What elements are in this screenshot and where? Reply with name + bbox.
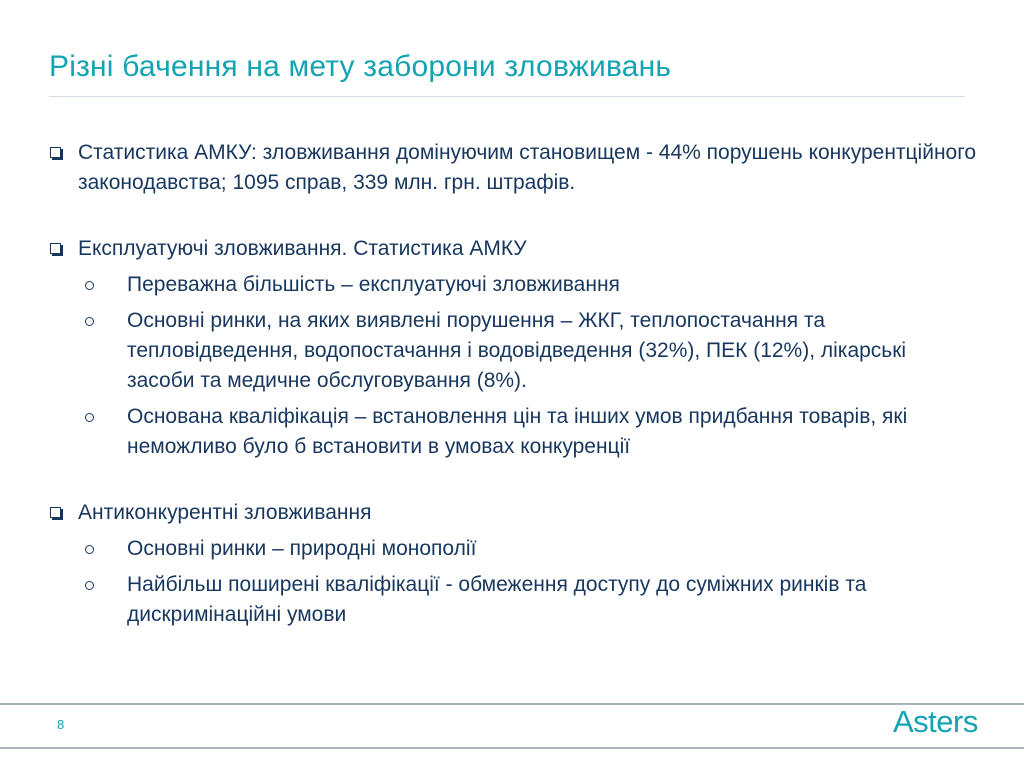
- circle-bullet-icon: [85, 581, 94, 590]
- sub-bullet-text: Основана кваліфікація – встановлення цін та інших умов придбання товарів, які неможливо було б встановити в умовах конкуренції: [127, 405, 908, 458]
- sub-bullet-item: [49, 402, 979, 462]
- page-number: 8: [57, 717, 65, 732]
- circle-bullet-icon: [85, 281, 94, 290]
- sub-bullet-item: [49, 270, 979, 300]
- bullet-text: Антиконкурентні зловживання: [78, 501, 372, 524]
- sub-bullet-text: Основні ринки, на яких виявлені порушення – ЖКГ, теплопостачання та тепловідведення, водопостачання і водовідведення (32%), ПЕК (12%), лікарські засоби та медичне обслуговування (8%).: [127, 309, 907, 392]
- bullet-text: Статистика АМКУ: зловживання домінуючим становищем - 44% порушень конкурентційного законодавства; 1095 справ, 339 млн. грн. штрафів.: [78, 141, 977, 194]
- bullet-group-amku-statistics: [49, 138, 979, 198]
- checkbox-bullet-icon: [50, 147, 61, 158]
- sub-bullet-text: Найбільш поширені кваліфікації - обмеження доступу до суміжних ринків та дискримінаційні умови: [127, 573, 867, 626]
- bullet-item: [49, 498, 979, 528]
- sub-bullet-text: Основні ринки – природні монополії: [127, 537, 477, 560]
- slide-title: Різні бачення на мету заборони зловживань: [49, 50, 672, 83]
- circle-bullet-icon: [85, 317, 94, 326]
- circle-bullet-icon: [85, 545, 94, 554]
- sub-bullet-text: Переважна більшість – експлуатуючі зловживання: [127, 273, 620, 296]
- asters-logo: Asters: [893, 704, 978, 739]
- sub-bullet-item: [49, 570, 979, 630]
- bullet-group-exploitative-abuse: [49, 234, 979, 462]
- checkbox-bullet-icon: [50, 243, 61, 254]
- bullet-item: [49, 138, 979, 198]
- sub-bullet-item: [49, 306, 979, 396]
- footer-divider-top: [0, 703, 1024, 705]
- bullet-item: [49, 234, 979, 264]
- title-divider: [49, 96, 965, 97]
- checkbox-bullet-icon: [50, 507, 61, 518]
- bullet-group-anticompetitive-abuse: [49, 498, 979, 630]
- bullet-text: Експлуатуючі зловживання. Статистика АМКУ: [78, 237, 527, 260]
- footer-divider-bottom: [0, 747, 1024, 749]
- slide-body: [49, 138, 979, 630]
- sub-bullet-item: [49, 534, 979, 564]
- circle-bullet-icon: [85, 413, 94, 422]
